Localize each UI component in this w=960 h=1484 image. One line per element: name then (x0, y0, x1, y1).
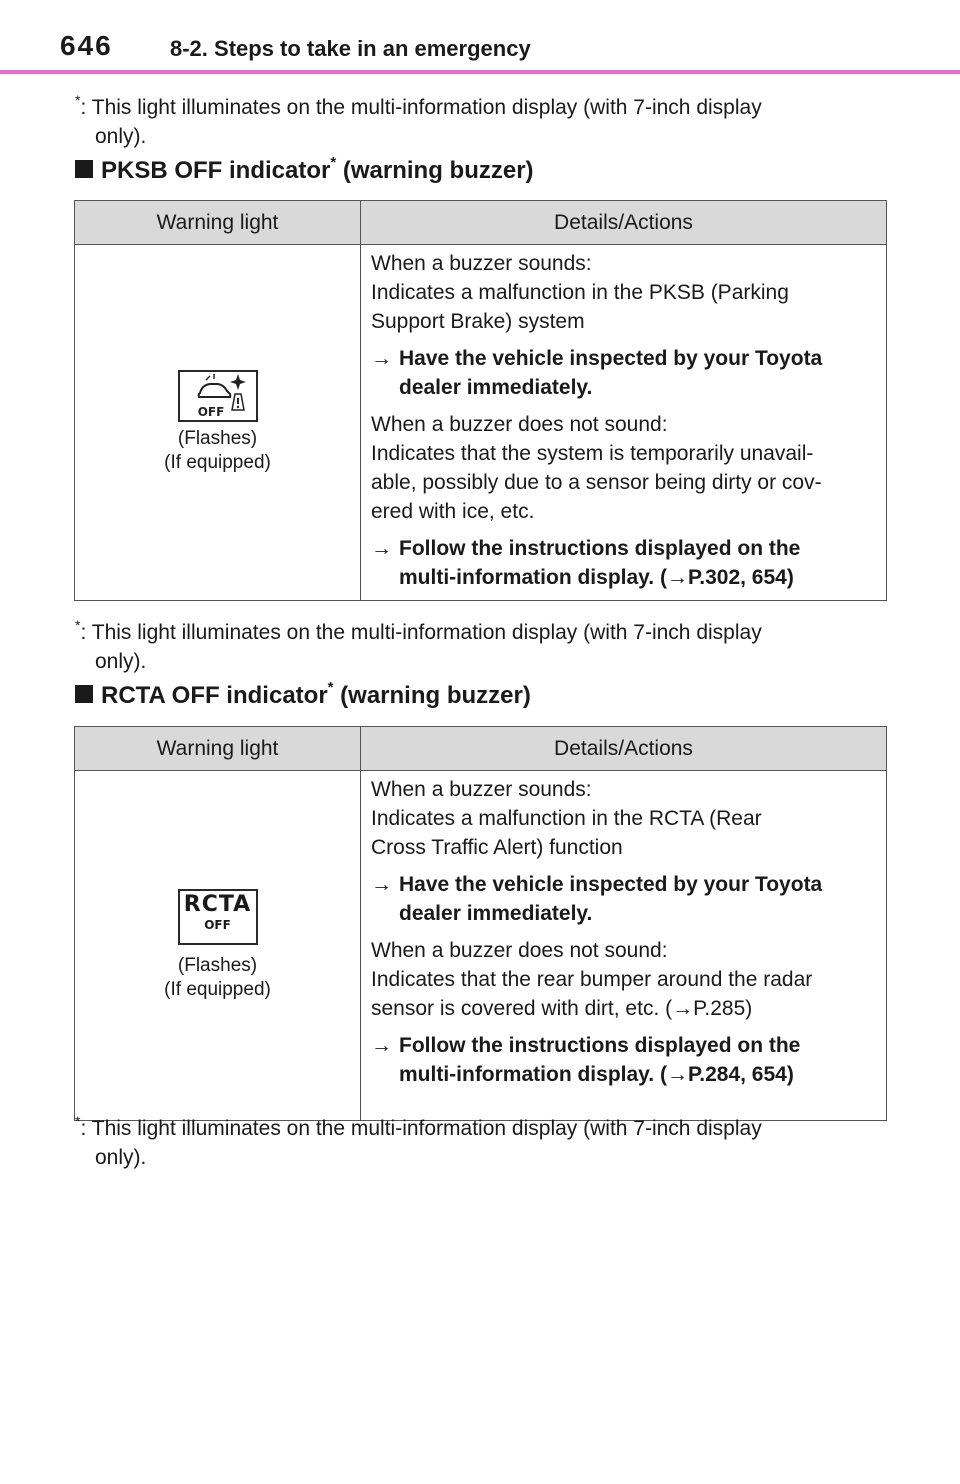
heading-text: RCTA OFF indicator (101, 682, 328, 709)
detail-line: Indicates a malfunction in the PKSB (Parking (371, 281, 789, 304)
action-text: dealer immediately. (399, 376, 593, 399)
heading-star: * (327, 679, 334, 696)
warning-light-cell (75, 245, 361, 601)
detail-line: ered with ice, etc. (371, 500, 535, 523)
footnote (75, 611, 895, 676)
icon-rcta-label: RCTA (183, 892, 252, 917)
detail-line: When a buzzer sounds: (371, 778, 592, 801)
pksb-warning-table (74, 200, 887, 601)
header-rule (0, 70, 960, 74)
detail-line: When a buzzer does not sound: (371, 939, 668, 962)
footnote-star: * (75, 1113, 81, 1129)
footnote-text: : This light illuminates on the multi-information display (with 7-inch display (80, 96, 762, 119)
detail-line: When a buzzer sounds: (371, 252, 592, 275)
heading-suffix: (warning buzzer) (336, 157, 534, 184)
action-line (371, 1031, 880, 1089)
rcta-warning-table (74, 726, 887, 1121)
footnote-text: : This light illuminates on the multi-information display (with 7-inch display (80, 621, 762, 644)
arrow-icon: → (371, 537, 392, 560)
action-line (371, 344, 880, 402)
icon-off-label: OFF (204, 918, 231, 932)
footnote-text-cont: only). (95, 650, 147, 673)
action-text: dealer immediately. (399, 902, 593, 925)
footnote-text-cont: only). (95, 125, 147, 148)
arrow-icon: → (371, 347, 392, 370)
page-ref-link[interactable]: P.302, 654) (687, 566, 794, 589)
detail-line: Indicates that the system is temporarily unavail- (371, 442, 814, 465)
pksb-heading (75, 154, 534, 185)
light-note-equipped: (If equipped) (164, 979, 271, 1000)
rcta-off-icon (178, 889, 258, 945)
heading-star: * (330, 154, 337, 171)
car-sensor-icon (180, 372, 256, 420)
icon-off-label: OFF (197, 405, 224, 419)
arrow-icon: → (371, 873, 392, 896)
light-note-equipped: (If equipped) (164, 452, 271, 473)
action-text: multi-information display. ( (399, 566, 667, 589)
details-cell (361, 771, 887, 1121)
detail-line: Indicates that the rear bumper around the radar (371, 968, 813, 991)
action-line (371, 534, 880, 592)
arrow-icon: → (371, 1034, 392, 1057)
detail-line: Cross Traffic Alert) function (371, 836, 623, 859)
details-cell (361, 245, 887, 601)
col-header-warning-light: Warning light (75, 201, 361, 245)
detail-line (371, 994, 880, 1023)
page-ref-arrow-icon: → (666, 1063, 688, 1086)
page-header (0, 0, 960, 76)
footnote-star: * (75, 617, 81, 633)
footnote (75, 86, 895, 151)
footnote-star: * (75, 92, 81, 108)
light-note-flashes: (Flashes) (177, 428, 258, 449)
warning-light-cell (75, 771, 361, 1121)
action-text: multi-information display. ( (399, 1063, 667, 1086)
detail-line: Support Brake) system (371, 310, 585, 333)
pksb-off-icon (178, 370, 258, 422)
action-text: Follow the instructions displayed on the (399, 1034, 801, 1057)
col-header-details: Details/Actions (361, 727, 887, 771)
detail-line: able, possibly due to a sensor being dirty or cov- (371, 471, 822, 494)
detail-line: When a buzzer does not sound: (371, 413, 668, 436)
square-bullet-icon (75, 685, 93, 703)
footnote (75, 1107, 895, 1172)
square-bullet-icon (75, 160, 93, 178)
action-line (371, 870, 880, 928)
detail-line: Indicates a malfunction in the RCTA (Rear (371, 807, 762, 830)
col-header-details: Details/Actions (361, 201, 887, 245)
page-ref-link[interactable]: P.284, 654) (687, 1063, 794, 1086)
action-text: Follow the instructions displayed on the (399, 537, 801, 560)
page-ref-arrow-icon: → (666, 566, 688, 589)
action-text: Have the vehicle inspected by your Toyota (399, 873, 823, 896)
rcta-heading (75, 679, 531, 710)
detail-text: sensor is covered with dirt, etc. ( (371, 997, 673, 1020)
footnote-text-cont: only). (95, 1146, 147, 1169)
light-note-flashes: (Flashes) (177, 955, 258, 976)
page-number: 646 (60, 30, 113, 61)
section-title: 8-2. Steps to take in an emergency (170, 36, 531, 61)
page-ref-arrow-icon: → (672, 997, 694, 1020)
footnote-text: : This light illuminates on the multi-information display (with 7-inch display (80, 1117, 762, 1140)
page-ref-link[interactable]: P.285) (693, 997, 753, 1020)
col-header-warning-light: Warning light (75, 727, 361, 771)
action-text: Have the vehicle inspected by your Toyota (399, 347, 823, 370)
heading-text: PKSB OFF indicator (101, 157, 331, 184)
heading-suffix: (warning buzzer) (333, 682, 531, 709)
